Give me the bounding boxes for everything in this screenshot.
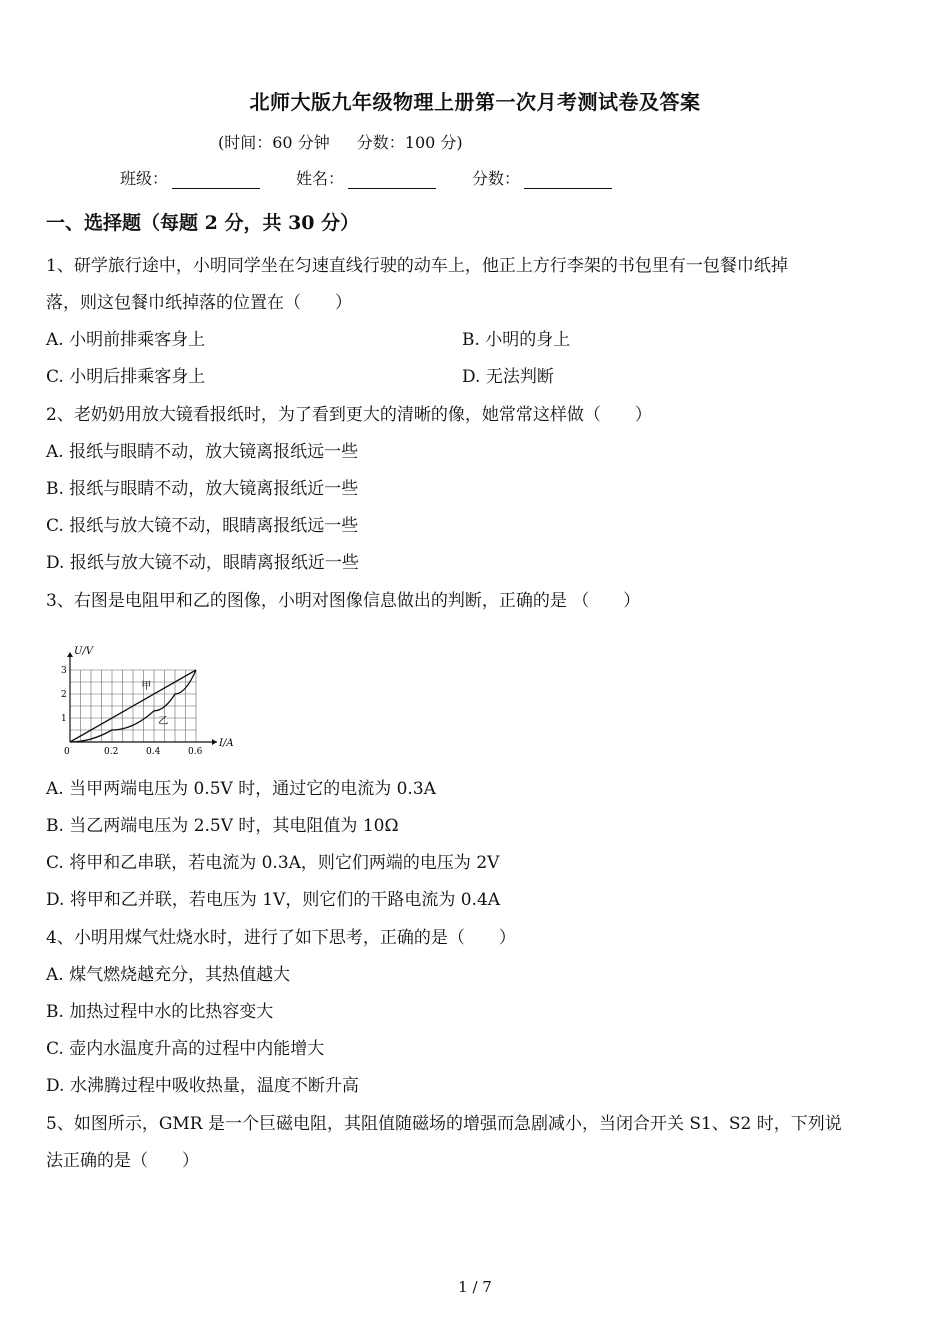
q5-stem-line2: 法正确的是（ ） — [46, 1151, 199, 1171]
series-label-jia: 甲 — [141, 681, 152, 693]
x-tick-label: 0 — [64, 747, 70, 757]
q1-option-c[interactable]: C. 小明后排乘客身上 — [46, 367, 206, 387]
class-label: 班级： — [120, 169, 169, 188]
q4-stem: 4、小明用煤气灶烧水时，进行了如下思考，正确的是（ ） — [46, 928, 516, 948]
y-axis-arrow — [67, 652, 73, 657]
page-number: 1 / 7 — [458, 1278, 492, 1296]
x-tick-label: 0.4 — [146, 747, 161, 757]
y-tick-label: 2 — [61, 690, 67, 700]
score-blank[interactable] — [524, 170, 612, 189]
q1-option-b[interactable]: B. 小明的身上 — [462, 330, 571, 350]
q4-option-a[interactable]: A. 煤气燃烧越充分，其热值越大 — [46, 965, 291, 985]
q4-option-d[interactable]: D. 水沸腾过程中吸收热量，温度不断升高 — [46, 1076, 359, 1096]
q3-option-b[interactable]: B. 当乙两端电压为 2.5V 时，其电阻值为 10Ω — [46, 816, 399, 836]
q4-option-c[interactable]: C. 壶内水温度升高的过程中内能增大 — [46, 1039, 325, 1059]
name-label: 姓名： — [296, 169, 345, 188]
q1-option-d[interactable]: D. 无法判断 — [462, 367, 554, 387]
q2-stem: 2、老奶奶用放大镜看报纸时，为了看到更大的清晰的像，她常常这样做（ ） — [46, 405, 652, 425]
score-label: 分数： — [472, 169, 521, 188]
q2-option-b[interactable]: B. 报纸与眼睛不动，放大镜离报纸近一些 — [46, 479, 359, 499]
q3-option-d[interactable]: D. 将甲和乙并联，若电压为 1V，则它们的干路电流为 0.4A — [46, 890, 501, 910]
y-tick-label: 3 — [61, 666, 67, 676]
q1-option-a[interactable]: A. 小明前排乘客身上 — [46, 330, 206, 350]
class-blank[interactable] — [172, 170, 260, 189]
q3-option-c[interactable]: C. 将甲和乙串联，若电流为 0.3A，则它们两端的电压为 2V — [46, 853, 500, 873]
series-label-yi: 乙 — [158, 716, 169, 727]
x-axis-arrow — [212, 739, 217, 745]
q2-option-d[interactable]: D. 报纸与放大镜不动，眼睛离报纸近一些 — [46, 553, 359, 573]
q4-option-b[interactable]: B. 加热过程中水的比热容变大 — [46, 1002, 274, 1022]
score-field — [472, 166, 612, 189]
q1-stem-line2: 落，则这包餐巾纸掉落的位置在（ ） — [46, 293, 352, 313]
q1-stem-line1: 1、研学旅行途中，小明同学坐在匀速直线行驶的动车上，他正上方行李架的书包里有一包餐巾纸掉 — [46, 256, 788, 276]
q2-option-c[interactable]: C. 报纸与放大镜不动，眼睛离报纸远一些 — [46, 516, 359, 536]
q5-stem-line1: 5、如图所示，GMR 是一个巨磁电阻，其阻值随磁场的增强而急剧减小，当闭合开关 S1、S2 时，下列说 — [46, 1114, 842, 1134]
q3-stem: 3、右图是电阻甲和乙的图像，小明对图像信息做出的判断，正确的是 （ ） — [46, 591, 641, 611]
q2-option-a[interactable]: A. 报纸与眼睛不动，放大镜离报纸远一些 — [46, 442, 359, 462]
y-tick-label: 1 — [61, 714, 67, 724]
q3-option-a[interactable]: A. 当甲两端电压为 0.5V 时，通过它的电流为 0.3A — [46, 779, 436, 799]
section-title: 一、选择题（每题 2 分，共 30 分） — [46, 212, 360, 234]
q3-chart — [52, 638, 234, 757]
x-tick-label: 0.6 — [188, 747, 203, 757]
exam-total-score: 分数：100 分) — [356, 133, 463, 152]
student-info-row — [120, 166, 648, 189]
y-axis-label: U/V — [74, 646, 94, 657]
class-field — [120, 166, 260, 189]
name-blank[interactable] — [348, 170, 436, 189]
ui-chart-svg — [52, 638, 234, 757]
x-tick-label: 0.2 — [104, 747, 119, 757]
document-title: 北师大版九年级物理上册第一次月考测试卷及答案 — [249, 90, 701, 114]
exam-meta — [218, 130, 485, 153]
exam-time: (时间：60 分钟 — [218, 133, 330, 152]
name-field — [296, 166, 436, 189]
x-axis-label: I/A — [219, 738, 234, 749]
